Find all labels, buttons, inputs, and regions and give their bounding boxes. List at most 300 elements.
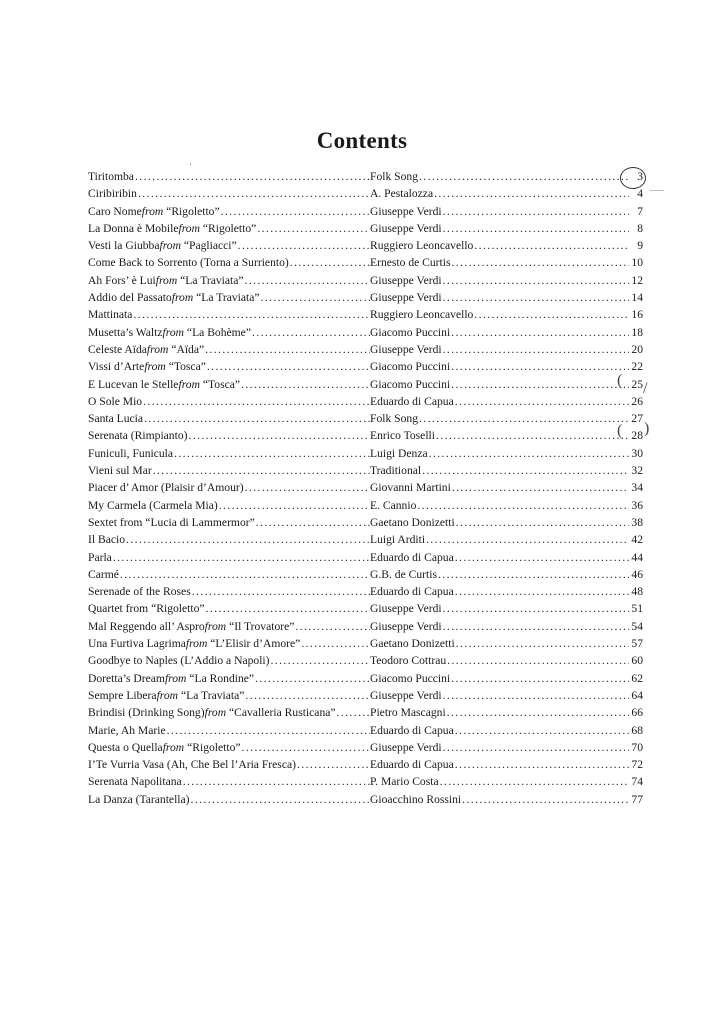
entry-work: “Rigoletto” [166, 204, 220, 218]
entry-work: “Tosca” [168, 360, 206, 374]
entry-composer-cell [370, 358, 643, 375]
pencil-mark [650, 190, 664, 191]
entry-page-number: 77 [631, 792, 643, 806]
entry-title: Il Bacio [88, 533, 126, 547]
entry-page-number: 30 [631, 446, 643, 460]
entry-composer-cell [370, 220, 643, 237]
entry-composer-cell [370, 272, 643, 289]
entry-composer-cell [370, 185, 643, 202]
entry-title: Vieni sul Mar [88, 464, 152, 478]
entry-title: Brindisi (Drinking Song) [88, 706, 205, 720]
dot-leader [295, 618, 370, 635]
dot-leader [443, 687, 629, 704]
entry-page-number: 20 [631, 342, 643, 356]
contents-entry [88, 341, 643, 358]
entry-page-number: 16 [631, 308, 643, 322]
entry-title-cell [88, 220, 370, 237]
entry-title: E Lucevan le Stelle [88, 377, 179, 391]
dot-leader [256, 514, 370, 531]
entry-composer-cell [370, 600, 643, 617]
dot-leader [133, 306, 370, 323]
pencil-mark [190, 163, 191, 166]
entry-title-cell [88, 652, 370, 669]
entry-composer: Teodoro Cottrau [370, 654, 447, 668]
page-circle-mark [620, 167, 646, 189]
dot-leader [429, 445, 629, 462]
entry-page-number: 42 [631, 533, 643, 547]
dot-leader [153, 462, 370, 479]
entry-title-cell [88, 670, 370, 687]
entry-composer: Giacomo Puccini [370, 377, 451, 391]
contents-entry [88, 185, 643, 202]
entry-title: Doretta’s Dream [88, 671, 165, 685]
entry-composer: E. Cannio [370, 498, 417, 512]
entry-title-cell [88, 324, 370, 341]
entry-work: “Rigoletto” [187, 740, 241, 754]
entry-work: “La Traviata” [196, 291, 260, 305]
entry-title: Carmé [88, 567, 119, 581]
contents-entry [88, 393, 643, 410]
entry-work: “Aïda” [171, 342, 205, 356]
entry-composer-cell [370, 254, 643, 271]
entry-work: “L’Elisir d’Amore” [210, 637, 301, 651]
entry-title-cell [88, 393, 370, 410]
entry-composer: Giovanni Martini [370, 481, 451, 495]
entry-title-cell [88, 687, 370, 704]
contents-entry [88, 722, 643, 739]
dot-leader [245, 272, 370, 289]
contents-entry [88, 289, 643, 306]
entry-work: “La Traviata” [180, 273, 244, 287]
entry-composer-cell [370, 289, 643, 306]
entry-from: from [162, 740, 185, 754]
entry-page-number: 64 [631, 688, 643, 702]
entry-composer-cell [370, 773, 643, 790]
entry-title-cell [88, 566, 370, 583]
entry-composer: Giuseppe Verdi [370, 273, 442, 287]
entry-work: “La Rondine” [189, 671, 255, 685]
dot-leader [192, 583, 370, 600]
entry-composer-cell [370, 376, 643, 393]
entry-title: Goodbye to Naples (L’Addio a Napoli) [88, 654, 270, 668]
entry-title-cell [88, 203, 370, 220]
dot-leader [419, 168, 629, 185]
entry-title-cell [88, 549, 370, 566]
entry-title: Serenata Napolitana [88, 775, 182, 789]
contents-entry [88, 203, 643, 220]
entry-title: La Danza (Tarantella) [88, 792, 190, 806]
entry-title-cell [88, 237, 370, 254]
entry-composer-cell [370, 531, 643, 548]
entry-from: from [204, 706, 227, 720]
entry-composer-cell [370, 670, 643, 687]
contents-entry [88, 237, 643, 254]
entry-composer-cell [370, 756, 643, 773]
entry-title: Vissi d’Arte [88, 360, 145, 374]
contents-entry [88, 739, 643, 756]
dot-leader [456, 635, 629, 652]
entry-composer: Luigi Denza [370, 446, 428, 460]
entry-composer-cell [370, 168, 643, 185]
entry-page-number: 44 [631, 550, 643, 564]
entry-composer: Eduardo di Capua [370, 394, 454, 408]
entry-title: Celeste Aïda [88, 342, 147, 356]
dot-leader [120, 566, 370, 583]
entry-composer: Folk Song [370, 412, 418, 426]
entry-from: from [146, 342, 169, 356]
entry-page-number: 36 [631, 498, 643, 512]
entry-page-number: 60 [631, 654, 643, 668]
contents-entry [88, 306, 643, 323]
dot-leader [456, 514, 629, 531]
entry-title-cell [88, 600, 370, 617]
dot-leader [191, 791, 370, 808]
entry-title: Musetta’s Waltz [88, 325, 163, 339]
entry-composer: Giuseppe Verdi [370, 740, 442, 754]
entry-composer: Ernesto de Curtis [370, 256, 451, 270]
entry-title-cell [88, 272, 370, 289]
contents-entry [88, 324, 643, 341]
contents-entry [88, 704, 643, 721]
contents-entry [88, 549, 643, 566]
entry-work: “La Traviata” [180, 688, 245, 702]
entry-title-cell [88, 583, 370, 600]
entry-title: Caro Nome [88, 204, 142, 218]
entry-composer-cell [370, 583, 643, 600]
entry-title: Come Back to Sorrento (Torna a Surriento) [88, 256, 289, 270]
contents-entry [88, 600, 643, 617]
contents-entry [88, 272, 643, 289]
entry-title-cell [88, 497, 370, 514]
entry-composer: A. Pestalozza [370, 187, 434, 201]
entry-title-cell [88, 168, 370, 185]
entry-title-cell [88, 306, 370, 323]
entry-title-cell [88, 791, 370, 808]
entry-title: Questa o Quella [88, 740, 163, 754]
entry-title: Mattinata [88, 308, 133, 322]
dot-leader [451, 358, 629, 375]
entry-composer-cell [370, 306, 643, 323]
contents-entry [88, 773, 643, 790]
dot-leader [219, 497, 370, 514]
entry-composer-cell [370, 237, 643, 254]
entry-title: Ah Fors’ è Lui [88, 273, 156, 287]
entry-work: “Tosca” [202, 377, 241, 391]
dot-leader [206, 600, 370, 617]
entry-page-number: 62 [631, 671, 643, 685]
entry-composer-cell [370, 393, 643, 410]
dot-leader [257, 220, 370, 237]
entry-composer-cell [370, 704, 643, 721]
dot-leader [205, 341, 370, 358]
dot-leader [451, 376, 629, 393]
entry-composer: Eduardo di Capua [370, 585, 454, 599]
entry-from: from [155, 273, 178, 287]
entry-composer: Folk Song [370, 170, 418, 183]
dot-leader [255, 670, 370, 687]
dot-leader [188, 427, 370, 444]
entry-composer: Pietro Mascagni [370, 706, 446, 720]
entry-from: from [185, 637, 208, 651]
entry-from: from [204, 619, 227, 633]
contents-entry [88, 670, 643, 687]
dot-leader [443, 618, 629, 635]
entry-composer: P. Mario Costa [370, 775, 439, 789]
entry-page-number: 22 [631, 360, 643, 374]
dot-leader [452, 254, 630, 271]
entry-from: from [164, 671, 187, 685]
dot-leader [443, 203, 629, 220]
entry-composer: Giuseppe Verdi [370, 291, 442, 305]
entry-page-number: 34 [631, 481, 643, 495]
entry-composer: Giuseppe Verdi [370, 221, 442, 235]
entry-title: Vesti la Giubba [88, 239, 160, 253]
dot-leader [245, 687, 370, 704]
contents-entry [88, 479, 643, 496]
page-title: Contents [316, 128, 408, 153]
entry-page-number: 38 [631, 515, 643, 529]
entry-title: Parla [88, 550, 112, 564]
entry-page-number: 70 [631, 740, 643, 754]
dot-leader [443, 272, 629, 289]
entry-title-cell [88, 185, 370, 202]
entry-page-number: 9 [637, 239, 643, 253]
entry-page-number: 14 [631, 291, 643, 305]
contents-entry [88, 220, 643, 237]
entry-composer-cell [370, 618, 643, 635]
entry-title-cell [88, 445, 370, 462]
entry-title: Serenade of the Roses [88, 585, 191, 599]
dot-leader [143, 393, 370, 410]
dot-leader [238, 237, 370, 254]
dot-leader [426, 531, 629, 548]
entry-composer-cell [370, 687, 643, 704]
contents-entry [88, 358, 643, 375]
entry-composer-cell [370, 652, 643, 669]
contents-entry [88, 756, 643, 773]
dot-leader [126, 531, 370, 548]
entry-composer: Eduardo di Capua [370, 758, 454, 772]
entry-title-cell [88, 514, 370, 531]
dot-leader [434, 185, 629, 202]
contents-entry [88, 687, 643, 704]
dot-leader [417, 497, 629, 514]
dot-leader [438, 566, 629, 583]
entry-composer-cell [370, 549, 643, 566]
contents-entry [88, 618, 643, 635]
entry-title-cell [88, 462, 370, 479]
entry-from: from [141, 204, 164, 218]
pencil-paren-mark: ) [644, 420, 650, 437]
entry-title-cell [88, 756, 370, 773]
entry-composer-cell [370, 722, 643, 739]
dot-leader [261, 289, 370, 306]
entry-title-cell [88, 479, 370, 496]
dot-leader [301, 635, 370, 652]
dot-leader [135, 168, 370, 185]
dot-leader [443, 220, 629, 237]
entry-title: Una Furtiva Lagrima [88, 637, 186, 651]
dot-leader [183, 773, 370, 790]
entry-title-cell [88, 773, 370, 790]
entry-composer: Ruggiero Leoncavello [370, 308, 474, 322]
entry-from: from [178, 221, 200, 235]
entry-page-number: 27 [631, 412, 643, 426]
dot-leader [419, 410, 629, 427]
entry-composer-cell [370, 479, 643, 496]
dot-leader [451, 670, 629, 687]
entry-from: from [171, 291, 194, 305]
dot-leader [443, 739, 629, 756]
entry-composer: Giuseppe Verdi [370, 602, 442, 616]
entry-work: “Rigoletto” [202, 221, 257, 235]
entry-title: O Sole Mio [88, 394, 143, 408]
entry-composer-cell [370, 635, 643, 652]
dot-leader [440, 773, 629, 790]
entry-composer-cell [370, 462, 643, 479]
entry-page-number: 3 [637, 170, 643, 183]
entry-composer-cell [370, 514, 643, 531]
entry-title: My Carmela (Carmela Mia) [88, 498, 218, 512]
entry-composer: Eduardo di Capua [370, 550, 454, 564]
entry-title-cell [88, 635, 370, 652]
entry-title: Ciribiribin [88, 187, 137, 201]
contents-entry [88, 497, 643, 514]
entry-title: Serenata (Rimpianto) [88, 429, 188, 443]
entry-composer: Giuseppe Verdi [370, 204, 442, 218]
contents-entry [88, 566, 643, 583]
contents-entry [88, 427, 643, 444]
entry-page-number: 28 [631, 429, 643, 443]
entry-page-number: 72 [631, 758, 643, 772]
entry-page-number: 68 [631, 723, 643, 737]
entry-page-number: 48 [631, 585, 643, 599]
entry-title: La Donna è Mobile [88, 221, 179, 235]
entry-title-cell [88, 376, 370, 393]
entry-title: Santa Lucia [88, 412, 144, 426]
dot-leader [167, 722, 370, 739]
dot-leader [113, 549, 370, 566]
contents-entry [88, 462, 643, 479]
contents-entry [88, 583, 643, 600]
dot-leader [451, 324, 629, 341]
entry-title-cell [88, 618, 370, 635]
entry-composer: Ruggiero Leoncavello [370, 239, 474, 253]
entry-work: “Cavalleria Rusticana” [228, 706, 336, 720]
dot-leader [443, 600, 629, 617]
entry-from: from [162, 325, 185, 339]
entry-composer-cell [370, 739, 643, 756]
entry-composer: Gioacchino Rossini [370, 792, 462, 806]
contents-entry [88, 376, 643, 393]
entry-page-number: 32 [631, 464, 643, 478]
contents-entry [88, 791, 643, 808]
entry-composer: Giuseppe Verdi [370, 619, 442, 633]
entry-title: Addio del Passato [88, 291, 172, 305]
dot-leader [455, 756, 629, 773]
entry-title: Sextet from “Lucia di Lammermor” [88, 515, 255, 529]
dot-leader [138, 185, 370, 202]
entry-page-number: 4 [637, 187, 643, 201]
entry-composer: Giacomo Puccini [370, 325, 451, 339]
entry-work: “Pagliacci” [183, 239, 237, 253]
dot-leader [252, 324, 370, 341]
entry-title: Funiculi, Funicula [88, 446, 174, 460]
dot-leader [242, 739, 370, 756]
dot-leader [455, 583, 629, 600]
entry-composer: Gaetano Donizetti [370, 637, 455, 651]
entry-composer-cell [370, 791, 643, 808]
entry-composer: Traditional [370, 464, 422, 478]
dot-leader [174, 445, 370, 462]
entry-composer: Giacomo Puccini [370, 360, 451, 374]
entry-page-number: 25 [631, 377, 643, 391]
entry-title-cell [88, 427, 370, 444]
entry-composer: Luigi Arditi [370, 533, 426, 547]
entry-title-cell [88, 531, 370, 548]
entry-composer-cell [370, 203, 643, 220]
entry-page-number: 8 [637, 221, 643, 235]
dot-leader [474, 237, 629, 254]
entry-title: Sempre Libera [88, 688, 157, 702]
entry-title: Tiritomba [88, 170, 134, 183]
entry-page-number: 12 [631, 273, 643, 287]
entry-work: “La Bohème” [186, 325, 251, 339]
entry-page-number: 7 [637, 204, 643, 218]
contents-entry [88, 635, 643, 652]
entry-page-number: 57 [631, 637, 643, 651]
dot-leader [436, 427, 629, 444]
entry-title-cell [88, 722, 370, 739]
dot-leader [447, 704, 629, 721]
dot-leader [443, 341, 629, 358]
dot-leader [221, 203, 370, 220]
contents-entry [88, 514, 643, 531]
entry-title: Marie, Ah Marie [88, 723, 166, 737]
entry-composer: G.B. de Curtis [370, 567, 437, 581]
entry-page-number: 74 [631, 775, 643, 789]
pencil-paren-mark: / [643, 380, 648, 397]
entry-title-cell [88, 739, 370, 756]
contents-list [88, 168, 643, 808]
contents-entry [88, 254, 643, 271]
entry-title-cell [88, 704, 370, 721]
entry-page-number: 51 [631, 602, 643, 616]
entry-composer-cell [370, 427, 643, 444]
dot-leader [455, 722, 629, 739]
entry-composer: Giacomo Puccini [370, 671, 451, 685]
entry-work: “Il Trovatore” [229, 619, 295, 633]
entry-page-number: 54 [631, 619, 643, 633]
entry-from: from [156, 688, 179, 702]
dot-leader [447, 652, 629, 669]
entry-composer: Gaetano Donizetti [370, 515, 455, 529]
contents-entry [88, 652, 643, 669]
dot-leader [462, 791, 629, 808]
dot-leader [474, 306, 629, 323]
entry-composer: Eduardo di Capua [370, 723, 454, 737]
entry-title: Quartet from “Rigoletto” [88, 602, 205, 616]
contents-entry [88, 531, 643, 548]
dot-leader [455, 393, 629, 410]
pencil-paren-mark: ( [617, 372, 623, 389]
entry-title-cell [88, 254, 370, 271]
entry-page-number: 46 [631, 567, 643, 581]
entry-page-number: 10 [631, 256, 643, 270]
entry-from: from [159, 239, 181, 253]
entry-composer-cell [370, 445, 643, 462]
dot-leader [297, 756, 370, 773]
